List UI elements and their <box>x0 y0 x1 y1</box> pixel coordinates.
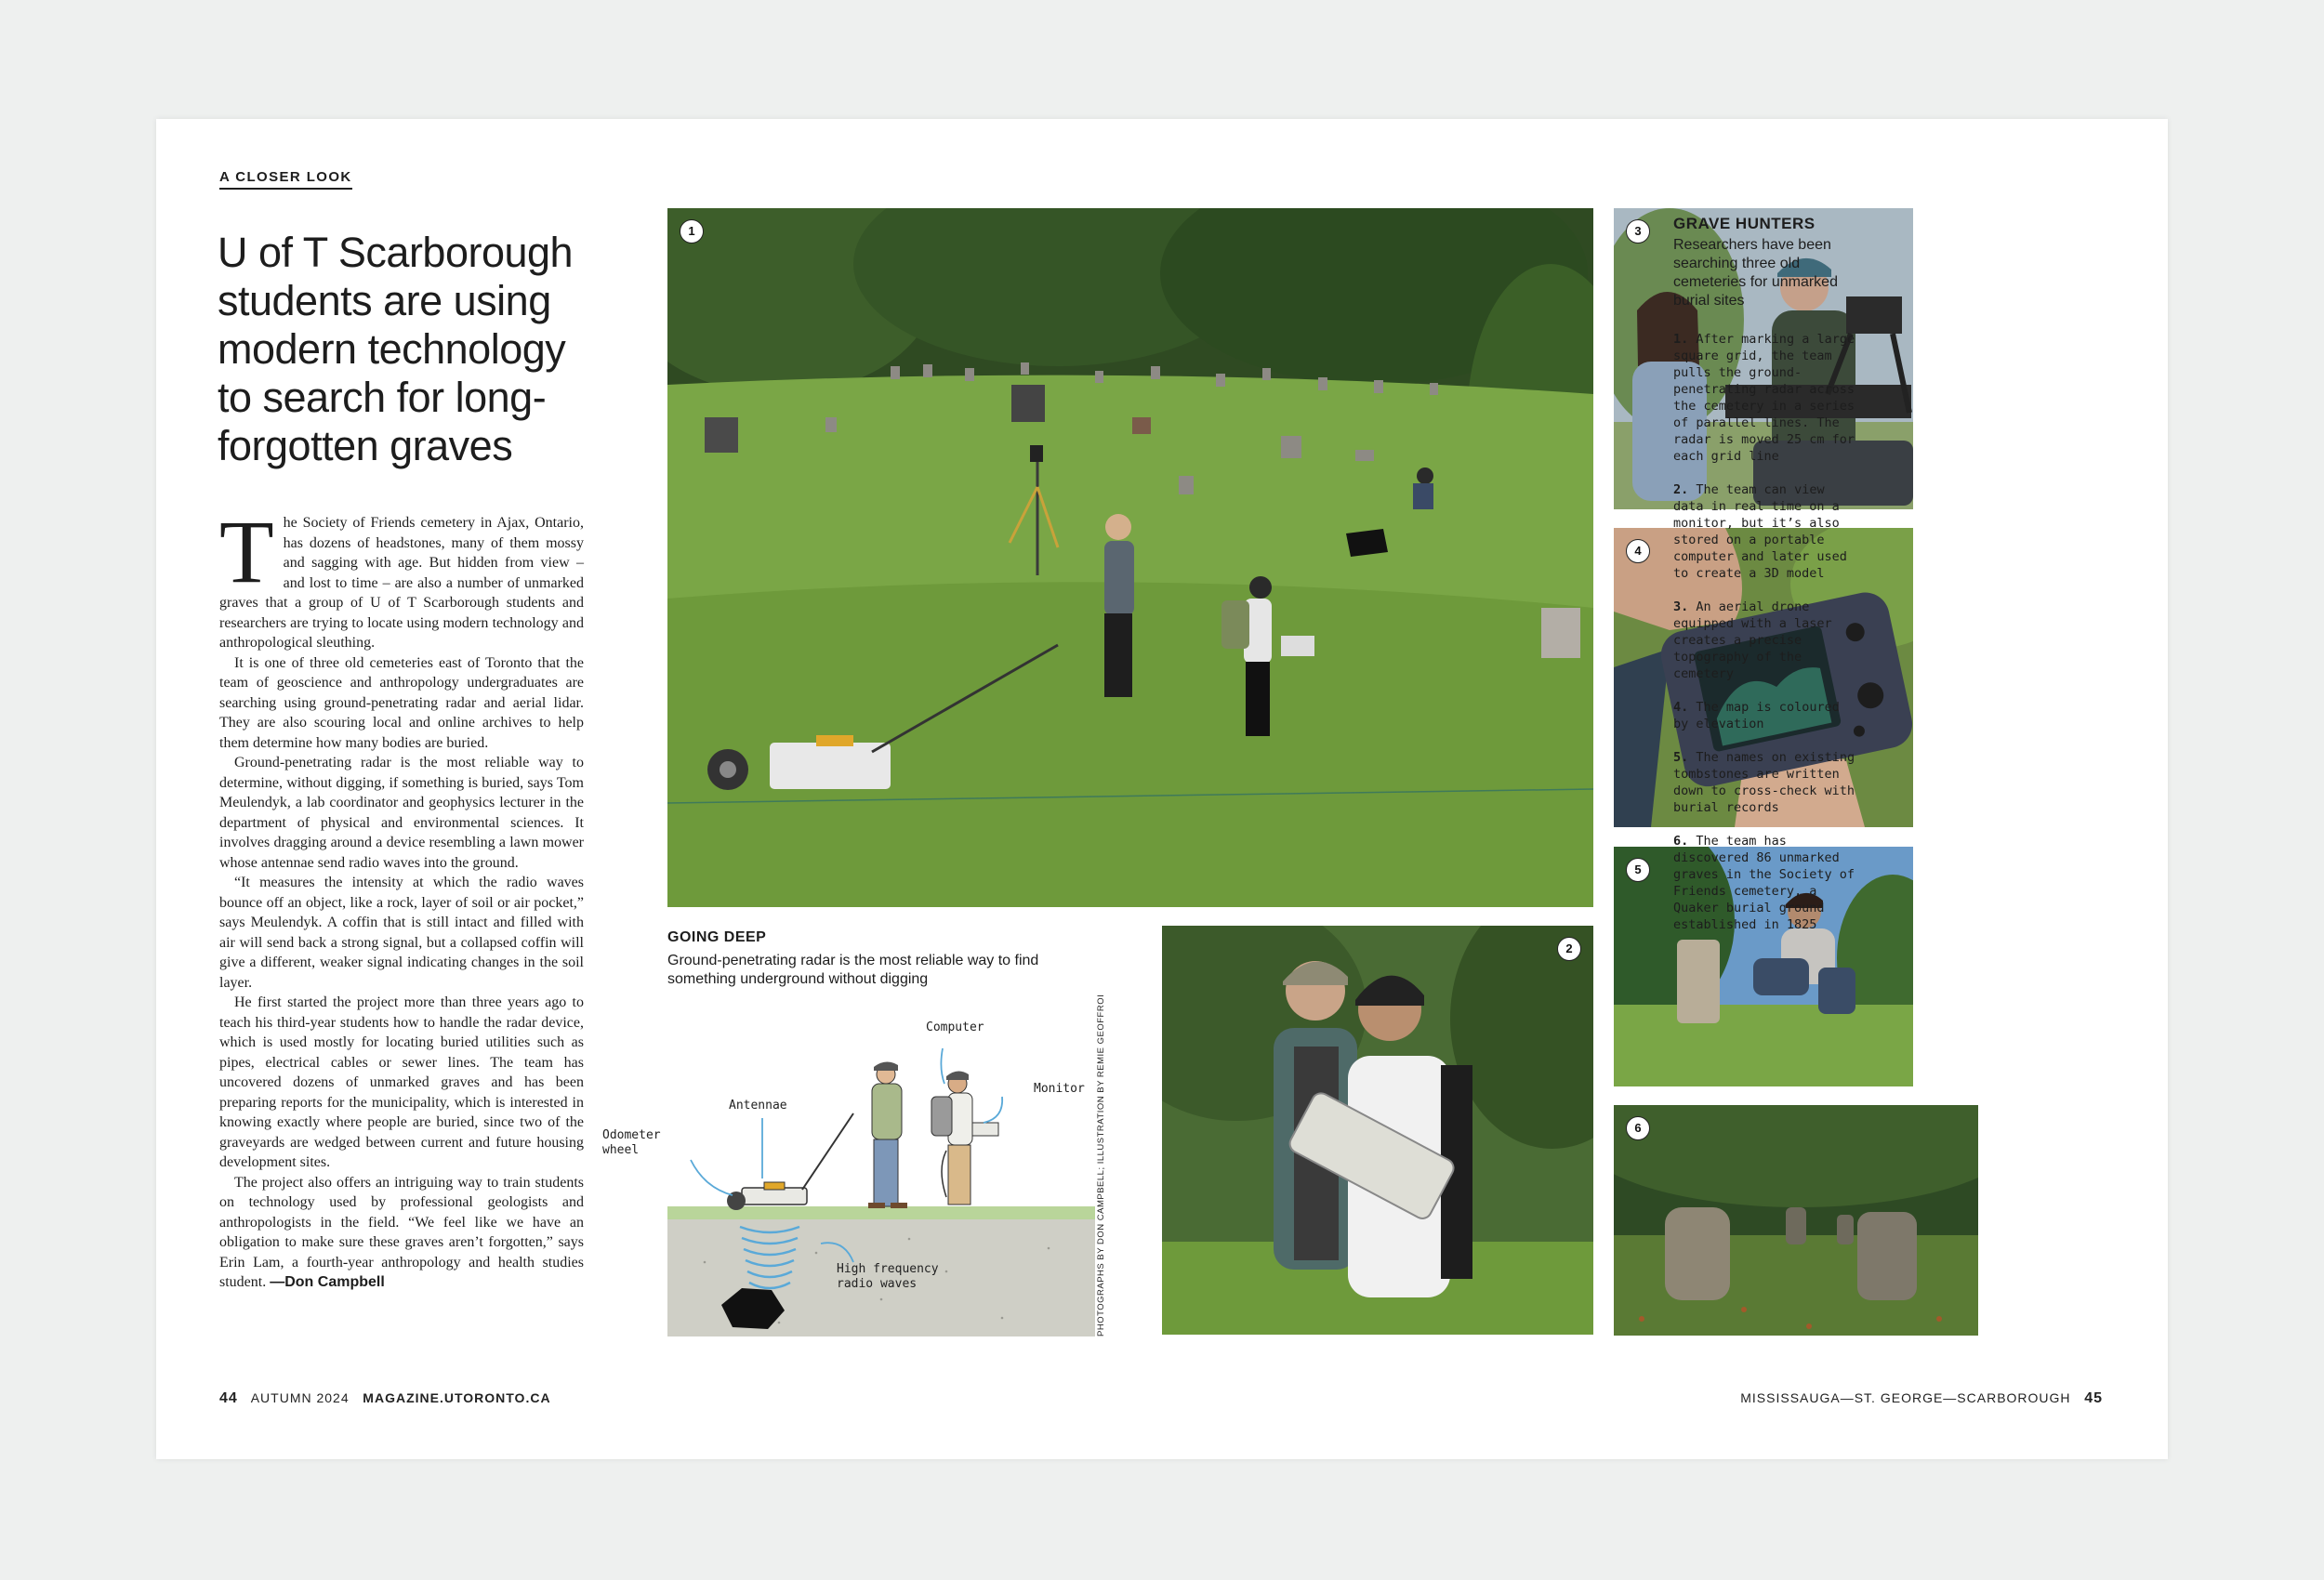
antennae-label: Antennae <box>729 1099 787 1113</box>
photo-students-device <box>1162 926 1593 1335</box>
photo-number-6: 6 <box>1626 1116 1650 1140</box>
photo-number-4: 4 <box>1626 539 1650 563</box>
article-paragraph: He first started the project more than three years ago to teach his third-year students how to handle the radar device, which is used mostly for locating buried utilities such as pipes, electrical cables or sewer lines. The team has uncovered dozens of unmarked graves and has been preparing reports for the municipality, which is interested in knowing exactly where people are buried, since two of the graveyards are wedged between current and future housing development sites. <box>219 994 584 1170</box>
article-body <box>219 502 584 1293</box>
byline: —Don Campbell <box>270 1274 385 1290</box>
grave-hunters-list <box>1673 331 1859 950</box>
headline: U of T Scarborough students are using modern technology to search for long-forgotten graves <box>218 229 574 469</box>
radar-illustration <box>602 1011 1095 1336</box>
drop-cap: T <box>219 502 274 601</box>
photo-number-2: 2 <box>1557 937 1581 961</box>
list-item: 2. The team can view data in real time on a monitor, but it’s also stored on a portable computer and later used to create a 3D model <box>1673 482 1847 581</box>
photo-number-3: 3 <box>1626 219 1650 244</box>
article-paragraph: The Society of Friends cemetery in Ajax, Ontario, has dozens of headstones, many of them mossy and sagging with age. But hidden from view – and lost to time – are also a number of unmarked graves that a group of U of T Scarborough students and researchers are trying to locate using modern technology and anthropological sleuthing. <box>219 502 584 651</box>
article-paragraph: It is one of three old cemeteries east of Toronto that the team of geoscience and anthropology undergraduates are searching using ground-penetrating radar and aerial lidar. They are also scouring local and online archives to help them determine how many bodies are buried. <box>219 654 584 751</box>
going-deep-title: GOING DEEP <box>667 929 767 945</box>
photo-credit: PHOTOGRAPHS BY DON CAMPBELL; ILLUSTRATION BY REMIE GEOFFROI <box>1096 994 1106 1336</box>
article-paragraph: The project also offers an intriguing way to train students on technology used by professional geologists and anthropologists in the field. “We feel like we have an obligation to make sure these graves aren’t forgotten,” says Erin Lam, a fourth-year anthropology and health studies student. —Don Campbell <box>219 1174 584 1290</box>
list-item: 1. After marking a large square grid, the team pulls the ground-penetrating radar across the cemetery in a series of parallel lines. The radar is moved 25 cm for each grid line <box>1673 332 1855 464</box>
list-item: 4. The map is coloured by elevation <box>1673 700 1840 731</box>
going-deep-subtitle: Ground-penetrating radar is the most reliable way to find something underground without digging <box>667 953 1039 987</box>
magazine-spread <box>156 119 2168 1459</box>
section-label: A CLOSER LOOK <box>219 169 352 190</box>
footer-left <box>219 1390 551 1407</box>
campus-label: MISSISSAUGA—ST. GEORGE—SCARBOROUGH <box>1740 1390 2071 1405</box>
photo-number-5: 5 <box>1626 858 1650 882</box>
photo-number-1: 1 <box>680 219 704 244</box>
list-item: 6. The team has discovered 86 unmarked graves in the Society of Friends cemetery, a Quaker burial ground established in 1825 <box>1673 834 1855 932</box>
odometer-wheel-label: Odometer wheel <box>602 1128 661 1157</box>
list-item: 3. An aerial drone equipped with a laser creates a precise topography of the cemetery <box>1673 599 1832 681</box>
article-paragraph: Ground-penetrating radar is the most reliable way to determine, without digging, if something is buried, says Tom Meulendyk, a lab coordinator and geophysics lecturer in the department of physical and environmental sciences. It involves dragging around a device resembling a lawn mower whose antennae send radio waves into the ground. <box>219 755 584 871</box>
photo-old-headstones <box>1614 1105 1978 1336</box>
grave-hunters-subtitle: Researchers have been searching three old cemeteries for unmarked burial sites <box>1673 237 1838 309</box>
page-number-right: 45 <box>2084 1390 2103 1406</box>
grave-hunters-title: GRAVE HUNTERS <box>1673 215 1816 232</box>
photo-cemetery-radar <box>667 208 1593 907</box>
issue-label: AUTUMN 2024 <box>250 1390 350 1405</box>
computer-label: Computer <box>926 1020 984 1034</box>
monitor-label: Monitor <box>1034 1082 1085 1096</box>
page-number-left: 44 <box>219 1390 238 1406</box>
website-label: MAGAZINE.UTORONTO.CA <box>363 1390 551 1405</box>
high-frequency-label: High frequency radio waves <box>837 1262 939 1291</box>
footer-right <box>1740 1390 2103 1407</box>
article-paragraph: “It measures the intensity at which the radio waves bounce off an object, like a rock, layer of soil or air pocket,” says Meulendyk. A coffin that is still intact and filled with air will send back a strong signal, but a collapsed coffin will give a different, weaker signal indicating changes in the soil layer. <box>219 875 584 991</box>
list-item: 5. The names on existing tombstones are written down to cross-check with burial records <box>1673 750 1855 815</box>
